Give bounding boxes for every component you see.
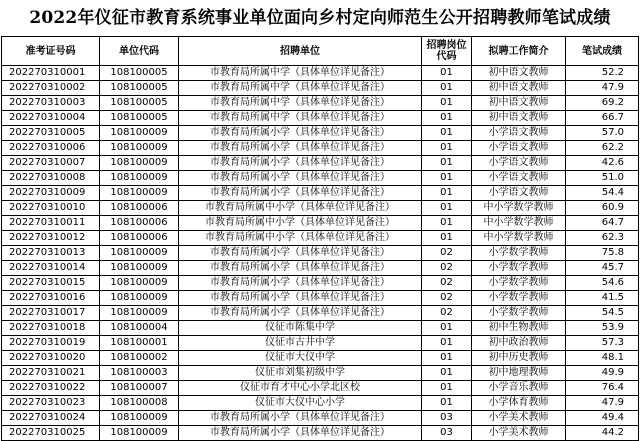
- header-row: [2, 37, 639, 66]
- recruiting-unit-cell: 市教育局所属小学（具体单位详见备注）: [179, 186, 422, 201]
- unit-code-cell: 108100009: [100, 411, 179, 426]
- table-row: [2, 246, 639, 261]
- job-description-cell: 初中政治教师: [472, 336, 566, 351]
- unit-code-cell: 108100009: [100, 171, 179, 186]
- job-description-cell: 小学数学教师: [472, 261, 566, 276]
- job-description-cell: 小学语文教师: [472, 171, 566, 186]
- unit-code-cell: 108100006: [100, 216, 179, 231]
- exam-number-cell: 202270310011: [2, 216, 100, 231]
- job-description-cell: 小学数学教师: [472, 306, 566, 321]
- position-code-cell: 01: [422, 351, 472, 366]
- exam-number-cell: 202270310022: [2, 381, 100, 396]
- unit-code-cell: 108100003: [100, 366, 179, 381]
- recruiting-unit-cell: 市教育局所属小学（具体单位详见备注）: [179, 171, 422, 186]
- position-code-cell: 01: [422, 141, 472, 156]
- unit-code-cell: 108100005: [100, 111, 179, 126]
- exam-number-cell: 202270310002: [2, 81, 100, 96]
- header-job-description: 拟聘工作简介: [472, 37, 566, 66]
- score-cell: 57.3: [566, 336, 639, 351]
- score-cell: 41.5: [566, 291, 639, 306]
- job-description-cell: 小学语文教师: [472, 156, 566, 171]
- table-row: [2, 291, 639, 306]
- score-cell: 49.9: [566, 366, 639, 381]
- job-description-cell: 小学数学教师: [472, 291, 566, 306]
- recruiting-unit-cell: 市教育局所属小学（具体单位详见备注）: [179, 426, 422, 441]
- exam-number-cell: 202270310019: [2, 336, 100, 351]
- position-code-cell: 03: [422, 426, 472, 441]
- unit-code-cell: 108100005: [100, 81, 179, 96]
- table-row: [2, 186, 639, 201]
- position-code-cell: 03: [422, 411, 472, 426]
- position-code-cell: 02: [422, 291, 472, 306]
- exam-number-cell: 202270310018: [2, 321, 100, 336]
- exam-number-cell: 202270310007: [2, 156, 100, 171]
- exam-number-cell: 202270310009: [2, 186, 100, 201]
- unit-code-cell: 108100009: [100, 246, 179, 261]
- exam-number-cell: 202270310023: [2, 396, 100, 411]
- table-row: [2, 381, 639, 396]
- exam-number-cell: 202270310005: [2, 126, 100, 141]
- header-unit-code: 单位代码: [100, 37, 179, 66]
- recruiting-unit-cell: 仪征市刘集初级中学: [179, 366, 422, 381]
- position-code-cell: 01: [422, 216, 472, 231]
- recruiting-unit-cell: 市教育局所属小学（具体单位详见备注）: [179, 411, 422, 426]
- unit-code-cell: 108100009: [100, 276, 179, 291]
- recruiting-unit-cell: 仪征市大仪中心小学: [179, 396, 422, 411]
- job-description-cell: 中小学数学教师: [472, 216, 566, 231]
- position-code-cell: 01: [422, 186, 472, 201]
- job-description-cell: 初中语文教师: [472, 111, 566, 126]
- unit-code-cell: 108100001: [100, 336, 179, 351]
- unit-code-cell: 108100009: [100, 126, 179, 141]
- header-position-code: 招聘岗位代码: [422, 37, 472, 66]
- unit-code-cell: 108100009: [100, 306, 179, 321]
- table-body: [2, 66, 639, 441]
- score-cell: 60.9: [566, 201, 639, 216]
- position-code-cell: 01: [422, 171, 472, 186]
- table-row: [2, 306, 639, 321]
- recruiting-unit-cell: 市教育局所属小学（具体单位详见备注）: [179, 306, 422, 321]
- score-cell: 62.3: [566, 231, 639, 246]
- recruiting-unit-cell: 市教育局所属小学（具体单位详见备注）: [179, 246, 422, 261]
- score-cell: 47.9: [566, 81, 639, 96]
- position-code-cell: 01: [422, 396, 472, 411]
- recruiting-unit-cell: 仪征市育才中心小学北区校: [179, 381, 422, 396]
- position-code-cell: 01: [422, 321, 472, 336]
- job-description-cell: 初中历史教师: [472, 351, 566, 366]
- unit-code-cell: 108100004: [100, 321, 179, 336]
- job-description-cell: 初中语文教师: [472, 96, 566, 111]
- position-code-cell: 01: [422, 66, 472, 81]
- table-row: [2, 321, 639, 336]
- unit-code-cell: 108100005: [100, 96, 179, 111]
- position-code-cell: 01: [422, 366, 472, 381]
- unit-code-cell: 108100009: [100, 156, 179, 171]
- job-description-cell: 中小学数学教师: [472, 231, 566, 246]
- unit-code-cell: 108100009: [100, 186, 179, 201]
- score-cell: 69.2: [566, 96, 639, 111]
- job-description-cell: 中小学数学教师: [472, 201, 566, 216]
- table-row: [2, 396, 639, 411]
- recruiting-unit-cell: 市教育局所属小学（具体单位详见备注）: [179, 126, 422, 141]
- exam-number-cell: 202270310025: [2, 426, 100, 441]
- unit-code-cell: 108100007: [100, 381, 179, 396]
- exam-number-cell: 202270310017: [2, 306, 100, 321]
- job-description-cell: 初中生物教师: [472, 321, 566, 336]
- unit-code-cell: 108100006: [100, 231, 179, 246]
- job-description-cell: 小学体育教师: [472, 396, 566, 411]
- table-row: [2, 231, 639, 246]
- table-row: [2, 126, 639, 141]
- exam-number-cell: 202270310004: [2, 111, 100, 126]
- exam-number-cell: 202270310020: [2, 351, 100, 366]
- recruiting-unit-cell: 市教育局所属小学（具体单位详见备注）: [179, 291, 422, 306]
- job-description-cell: 小学美术教师: [472, 426, 566, 441]
- score-cell: 48.1: [566, 351, 639, 366]
- score-cell: 62.2: [566, 141, 639, 156]
- unit-code-cell: 108100008: [100, 396, 179, 411]
- job-description-cell: 小学音乐教师: [472, 381, 566, 396]
- exam-number-cell: 202270310006: [2, 141, 100, 156]
- score-cell: 44.2: [566, 426, 639, 441]
- table-row: [2, 201, 639, 216]
- position-code-cell: 02: [422, 246, 472, 261]
- exam-number-cell: 202270310016: [2, 291, 100, 306]
- recruiting-unit-cell: 市教育局所属中学（具体单位详见备注）: [179, 66, 422, 81]
- table-row: [2, 141, 639, 156]
- header-score: 笔试成绩: [566, 37, 639, 66]
- job-description-cell: 初中语文教师: [472, 81, 566, 96]
- position-code-cell: 01: [422, 96, 472, 111]
- recruiting-unit-cell: 市教育局所属小学（具体单位详见备注）: [179, 156, 422, 171]
- position-code-cell: 01: [422, 156, 472, 171]
- recruiting-unit-cell: 市教育局所属中学（具体单位详见备注）: [179, 96, 422, 111]
- job-description-cell: 初中语文教师: [472, 66, 566, 81]
- unit-code-cell: 108100005: [100, 66, 179, 81]
- table-row: [2, 111, 639, 126]
- unit-code-cell: 108100002: [100, 351, 179, 366]
- recruiting-unit-cell: 仪征市大仪中学: [179, 351, 422, 366]
- job-description-cell: 小学语文教师: [472, 186, 566, 201]
- recruiting-unit-cell: 仪征市古井中学: [179, 336, 422, 351]
- score-cell: 47.9: [566, 396, 639, 411]
- recruiting-unit-cell: 市教育局所属中小学（具体单位详见备注）: [179, 201, 422, 216]
- recruiting-unit-cell: 市教育局所属小学（具体单位详见备注）: [179, 276, 422, 291]
- header-exam-number: 准考证号码: [2, 37, 100, 66]
- recruiting-unit-cell: 市教育局所属小学（具体单位详见备注）: [179, 261, 422, 276]
- score-cell: 42.6: [566, 156, 639, 171]
- recruiting-unit-cell: 市教育局所属中小学（具体单位详见备注）: [179, 216, 422, 231]
- score-cell: 66.7: [566, 111, 639, 126]
- job-description-cell: 初中地理教师: [472, 366, 566, 381]
- recruiting-unit-cell: 市教育局所属小学（具体单位详见备注）: [179, 141, 422, 156]
- score-cell: 51.0: [566, 171, 639, 186]
- unit-code-cell: 108100009: [100, 261, 179, 276]
- table-row: [2, 96, 639, 111]
- position-code-cell: 01: [422, 381, 472, 396]
- score-cell: 45.7: [566, 261, 639, 276]
- score-cell: 49.4: [566, 411, 639, 426]
- position-code-cell: 01: [422, 231, 472, 246]
- recruiting-unit-cell: 仪征市陈集中学: [179, 321, 422, 336]
- recruiting-unit-cell: 市教育局所属中学（具体单位详见备注）: [179, 81, 422, 96]
- table-row: [2, 366, 639, 381]
- exam-number-cell: 202270310003: [2, 96, 100, 111]
- table-row: [2, 156, 639, 171]
- table-row: [2, 426, 639, 441]
- position-code-cell: 02: [422, 276, 472, 291]
- unit-code-cell: 108100009: [100, 291, 179, 306]
- exam-number-cell: 202270310024: [2, 411, 100, 426]
- page-title: 2022年仪征市教育系统事业单位面向乡村定向师范生公开招聘教师笔试成绩: [29, 8, 611, 28]
- job-description-cell: 小学数学教师: [472, 246, 566, 261]
- exam-number-cell: 202270310001: [2, 66, 100, 81]
- recruiting-unit-cell: 市教育局所属中学（具体单位详见备注）: [179, 111, 422, 126]
- table-row: [2, 81, 639, 96]
- score-cell: 52.2: [566, 66, 639, 81]
- job-description-cell: 小学数学教师: [472, 276, 566, 291]
- position-code-cell: 02: [422, 261, 472, 276]
- recruiting-unit-cell: 市教育局所属中小学（具体单位详见备注）: [179, 231, 422, 246]
- table-row: [2, 66, 639, 81]
- score-cell: 53.9: [566, 321, 639, 336]
- score-cell: 57.0: [566, 126, 639, 141]
- position-code-cell: 02: [422, 306, 472, 321]
- exam-number-cell: 202270310013: [2, 246, 100, 261]
- unit-code-cell: 108100009: [100, 141, 179, 156]
- job-description-cell: 小学语文教师: [472, 126, 566, 141]
- score-cell: 76.4: [566, 381, 639, 396]
- header-recruiting-unit: 招聘单位: [179, 37, 422, 66]
- position-code-cell: 01: [422, 201, 472, 216]
- exam-number-cell: 202270310021: [2, 366, 100, 381]
- score-cell: 54.5: [566, 306, 639, 321]
- table-row: [2, 216, 639, 231]
- job-description-cell: 小学语文教师: [472, 141, 566, 156]
- score-cell: 54.6: [566, 276, 639, 291]
- position-code-cell: 01: [422, 111, 472, 126]
- position-code-cell: 01: [422, 81, 472, 96]
- table-row: [2, 171, 639, 186]
- position-code-cell: 01: [422, 336, 472, 351]
- table-row: [2, 351, 639, 366]
- job-description-cell: 小学美术教师: [472, 411, 566, 426]
- table-row: [2, 336, 639, 351]
- exam-number-cell: 202270310012: [2, 231, 100, 246]
- exam-number-cell: 202270310008: [2, 171, 100, 186]
- unit-code-cell: 108100006: [100, 201, 179, 216]
- score-cell: 64.7: [566, 216, 639, 231]
- exam-number-cell: 202270310014: [2, 261, 100, 276]
- table-row: [2, 411, 639, 426]
- score-cell: 54.4: [566, 186, 639, 201]
- exam-number-cell: 202270310015: [2, 276, 100, 291]
- table-row: [2, 261, 639, 276]
- unit-code-cell: 108100009: [100, 426, 179, 441]
- score-cell: 75.8: [566, 246, 639, 261]
- exam-number-cell: 202270310010: [2, 201, 100, 216]
- table-row: [2, 276, 639, 291]
- position-code-cell: 01: [422, 126, 472, 141]
- scores-table: [1, 36, 639, 441]
